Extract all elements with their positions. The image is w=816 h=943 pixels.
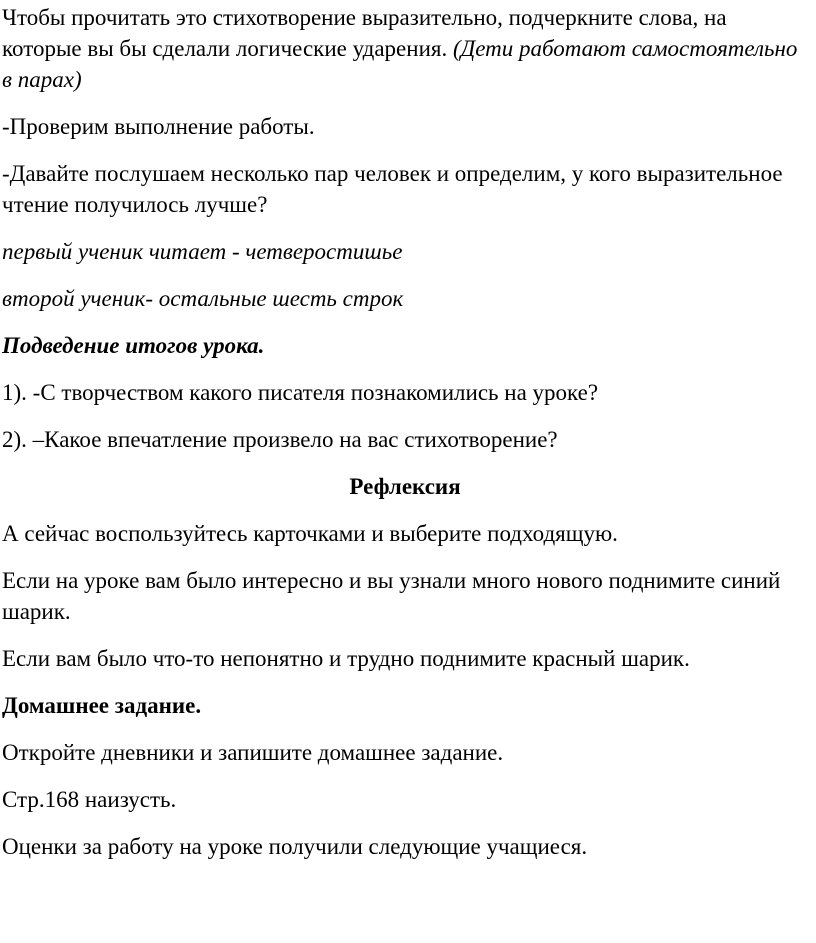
- homework-heading: Домашнее задание.: [2, 693, 202, 718]
- diaries-line: Откройте дневники и запишите домашнее задание.: [2, 740, 504, 765]
- student1-line: первый ученик читает - четверостишье: [2, 239, 403, 264]
- intro-text: Чтобы прочитать это стихотворение выразительно, подчеркните слова, на которые вы бы сделали логические ударения.: [2, 5, 727, 61]
- summary-heading: Подведение итогов урока.: [2, 333, 265, 358]
- student2-line: второй ученик- остальные шесть строк: [2, 286, 404, 311]
- page-ref-line: Стр.168 наизусть.: [2, 787, 177, 812]
- intro-note: (Дети работают самостоятельно в парах): [2, 36, 798, 92]
- cards-line: А сейчас воспользуйтесь карточками и выберите подходящую.: [2, 521, 618, 546]
- document-page: [2, 2, 808, 862]
- blue-balloon-paragraph: Если на уроке вам было интересно и вы узнали много нового поднимите синий шарик.: [2, 568, 781, 624]
- grades-line: Оценки за работу на уроке получили следующие учащиеся.: [2, 834, 588, 859]
- red-balloon-line: Если вам было что-то непонятно и трудно поднимите красный шарик.: [2, 646, 690, 671]
- intro-paragraph: [2, 2, 808, 95]
- question1-line: 1). -С творчеством какого писателя познакомились на уроке?: [2, 380, 599, 405]
- check-line: -Проверим выполнение работы.: [2, 114, 315, 139]
- reflection-heading: Рефлексия: [349, 474, 461, 499]
- listen-paragraph: -Давайте послушаем несколько пар человек и определим, у кого выразительное чтение получилось лучше?: [2, 161, 783, 217]
- question2-line: 2). –Какое впечатление произвело на вас стихотворение?: [2, 427, 558, 452]
